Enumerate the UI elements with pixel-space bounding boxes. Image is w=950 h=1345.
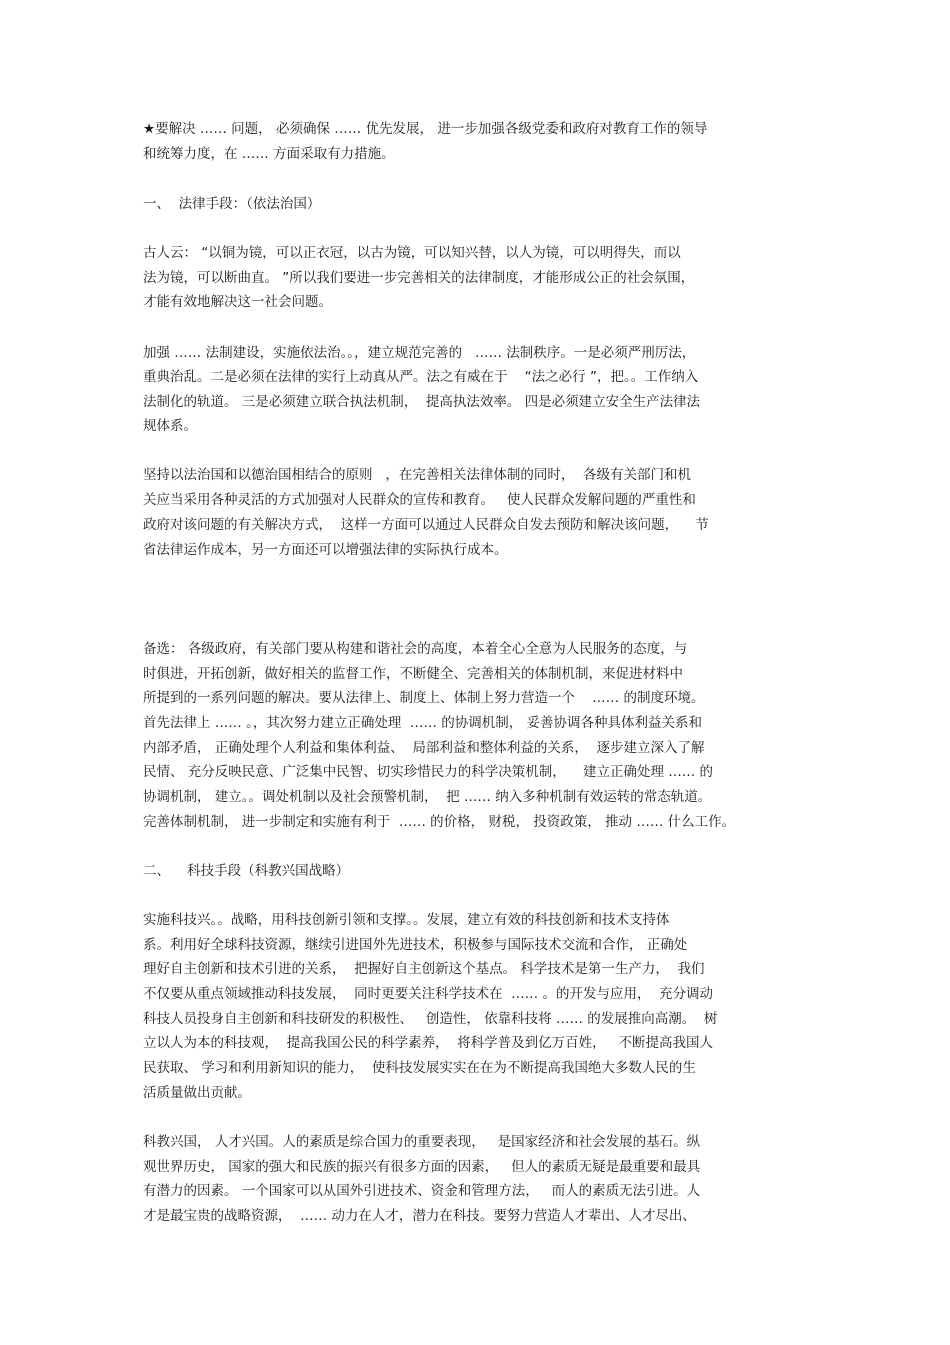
- intro-line-1: ★要解决 …… 问题， 必须确保 …… 优先发展， 进一步加强各级党委和政府对教育工作的领导: [143, 121, 708, 137]
- paragraph-line: 协调机制， 建立。。调处机制以及社会预警机制， 把 …… 纳入多种机制有效运转的常态轨道。: [143, 789, 712, 805]
- paragraph-line: 活质量做出贡献。: [143, 1085, 251, 1101]
- paragraph-line: 重典治乱。二是必须在法律的实行上动真从严。法之有威在于 “法之必行 ”，把。。工作纳入: [143, 369, 699, 385]
- paragraph-line: 科教兴国， 人才兴国。人的素质是综合国力的重要表现， 是国家经济和社会发展的基石。纵: [143, 1134, 701, 1150]
- paragraph-line: 加强 …… 法制建设，实施依法治。。，建立规范完善的 …… 法制秩序。一是必须严刑厉法，: [143, 345, 696, 361]
- paragraph-line: 首先法律上 …… 。，其次努力建立正确处理 …… 的协调机制， 妥善协调各种具体利益关系和: [143, 715, 702, 731]
- paragraph-line: 系。利用好全球科技资源，继续引进国外先进技术，积极参与国际技术交流和合作， 正确处: [143, 937, 688, 953]
- paragraph-line: 完善体制机制， 进一步制定和实施有利于 …… 的价格， 财税， 投资政策， 推动 …… 什么工作。: [143, 814, 736, 830]
- paragraph-line: 所提到的一系列问题的解决。要从法律上、制度上、体制上努力营造一个 …… 的制度环境。: [143, 690, 705, 706]
- paragraph-line: 理好自主创新和技术引进的关系， 把握好自主创新这个基点。 科学技术是第一生产力， 我们: [143, 961, 705, 977]
- paragraph-line: 观世界历史， 国家的强大和民族的振兴有很多方面的因素， 但人的素质无疑是最重要和最具: [143, 1159, 701, 1175]
- paragraph-line: 内部矛盾， 正确处理个人利益和集体利益、 局部利益和整体利益的关系， 逐步建立深入了解: [143, 740, 705, 756]
- paragraph-line: 立以人为本的科技观， 提高我国公民的科学素养， 将科学普及到亿万百姓， 不断提高我国人: [143, 1035, 714, 1051]
- paragraph-line: 备选： 各级政府，有关部门要从构建和谐社会的高度，本着全心全意为人民服务的态度，与: [143, 641, 688, 657]
- paragraph-line: 不仅要从重点领域推动科技发展， 同时更要关注科学技术在 …… 。的开发与应用， 充分调动: [143, 986, 714, 1002]
- paragraph-line: 政府对该问题的有关解决方式， 这样一方面可以通过人民群众自发去预防和解决该问题， 节: [143, 517, 709, 533]
- paragraph-line: 法制化的轨道。 三是必须建立联合执法机制， 提高执法效率。 四是必须建立安全生产法律法: [143, 394, 701, 410]
- paragraph-line: 关应当采用各种灵活的方式加强对人民群众的宣传和教育。 使人民群众发解问题的严重性和: [143, 492, 696, 508]
- paragraph-line: 规体系。: [143, 418, 197, 434]
- paragraph-line: 有潜力的因素。 一个国家可以从国外引进技术、资金和管理方法， 而人的素质无法引进。人: [143, 1183, 701, 1199]
- section-heading-law: 一、 法律手段：（依法治国）: [143, 196, 321, 212]
- section-heading-technology: 二、 科技手段（科教兴国战略）: [143, 863, 350, 879]
- paragraph-line: 法为镜，可以断曲直。 ”所以我们要进一步完善相关的法律制度，才能形成公正的社会氛围，: [143, 270, 695, 286]
- paragraph-line: 时俱进，开拓创新，做好相关的监督工作，不断健全、完善相关的体制机制，来促进材料中: [143, 666, 683, 682]
- paragraph-line: 实施科技兴。。战略，用科技创新引领和支撑。。发展，建立有效的科技创新和技术支持体: [143, 912, 670, 928]
- paragraph-line: 坚持以法治国和以德治国相结合的原则 ，在完善相关法律体制的同时， 各级有关部门和机: [143, 467, 691, 483]
- paragraph-line: 民获取、 学习和利用新知识的能力， 使科技发展实实在在为不断提高我国绝大多数人民的生: [143, 1060, 696, 1076]
- paragraph-line: 科技人员投身自主创新和科技研发的积极性、 创造性， 依靠科技将 …… 的发展推向高潮。 树: [143, 1011, 718, 1027]
- paragraph-line: 民情、 充分反映民意、广泛集中民智、切实珍惜民力的科学决策机制， 建立正确处理 …… 的: [143, 764, 714, 780]
- paragraph-line: 才是最宝贵的战略资源， …… 动力在人才，潜力在科技。要努力营造人才辈出、人才尽出、: [143, 1208, 696, 1224]
- intro-line-2: 和统筹力度，在 …… 方面采取有力措施。: [143, 146, 395, 162]
- paragraph-line: 省法律运作成本，另一方面还可以增强法律的实际执行成本。: [143, 542, 508, 558]
- paragraph-line: 才能有效地解决这一社会问题。: [143, 294, 332, 310]
- paragraph-line: 古人云： “以铜为镜，可以正衣冠，以古为镜，可以知兴替，以人为镜，可以明得失，而以: [143, 245, 681, 261]
